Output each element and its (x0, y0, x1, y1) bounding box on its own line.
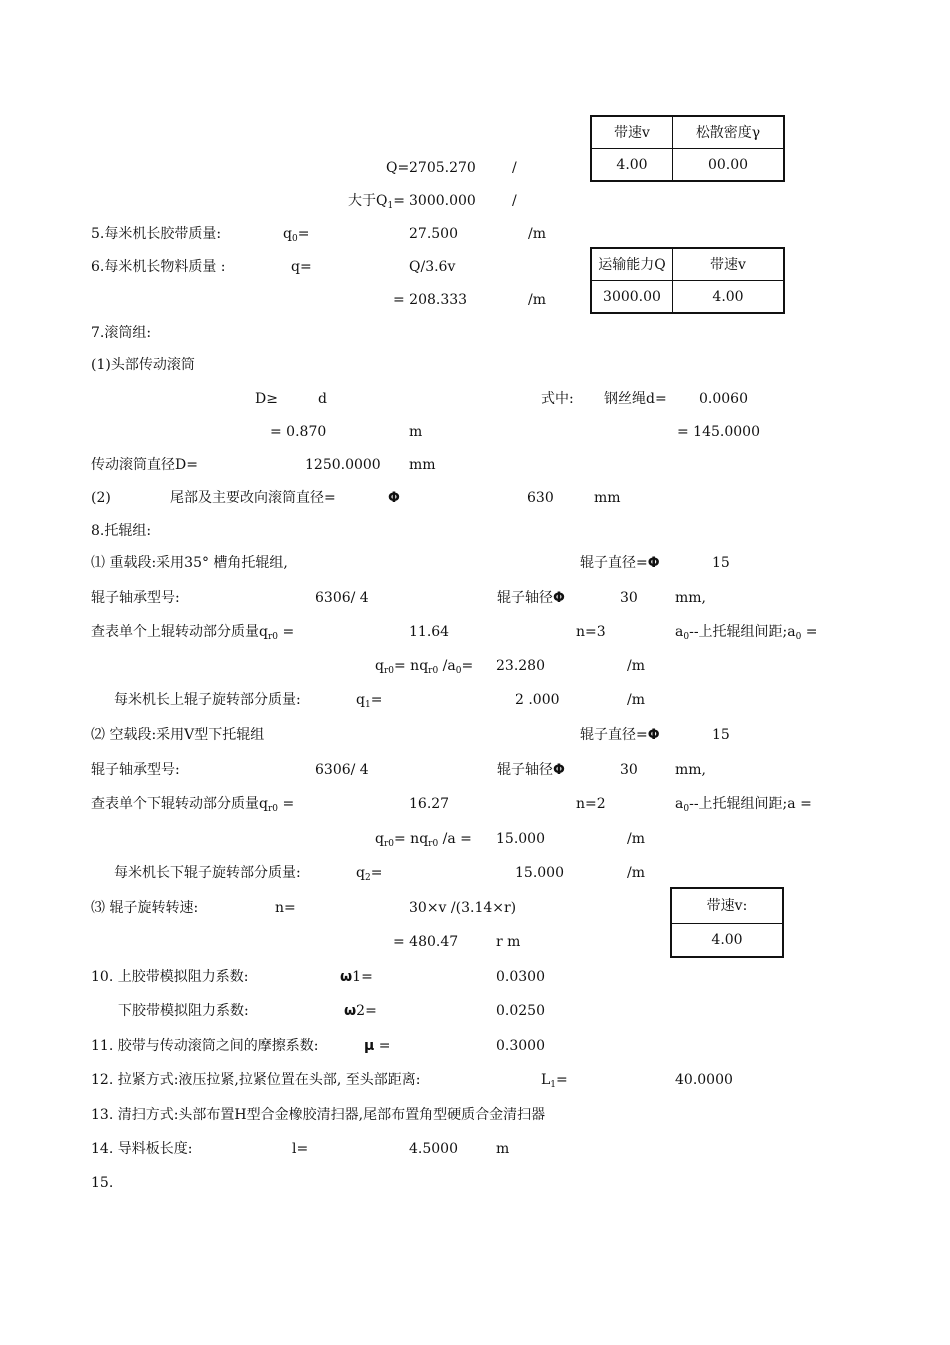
s14-value: 4.5000 (409, 1141, 458, 1157)
s8-heavy-shaft-unit: mm, (675, 590, 707, 606)
s8-heavy-bearing-value: 6306/ 4 (315, 590, 369, 606)
s11-value: 0.3000 (496, 1038, 545, 1054)
s8-speed-label: ⑶ 辊子旋转转速: (91, 900, 199, 916)
s8-heavy-roll-dia-value: 15 (712, 555, 730, 571)
s8-heavy-qr-value: 23.280 (496, 658, 545, 674)
q-label: Q= (386, 160, 410, 176)
s5-title: 5.每米机长胶带质量: (91, 226, 222, 242)
s8-empty-bearing-label: 辊子轴承型号: (91, 762, 180, 778)
table2-value-speed: 4.00 (673, 281, 785, 314)
s8-heavy-rot-symbol: $q_1=$ (356, 692, 383, 710)
s8-heavy-label: ⑴ 重载段:采用35° 槽角托辊组, (91, 555, 288, 571)
s7-drive-value: 1250.0000 (305, 457, 381, 473)
s14-symbol: l= (292, 1141, 309, 1157)
q-value: 2705.270 (409, 160, 476, 176)
s10-lower-label: 下胶带模拟阻力系数: (118, 1003, 249, 1019)
table2-header-speed: 带速v (673, 248, 785, 281)
s7-title: 7.滚筒组: (91, 325, 152, 341)
s7-wire-value: 0.0060 (699, 391, 748, 407)
s8-empty-rot-unit: /m (627, 865, 645, 881)
s10-upper-symbol: ω1= (340, 969, 373, 985)
s8-empty-roll-dia-label: 辊子直径=Φ (580, 727, 660, 743)
table1-header-speed: 带速v (591, 116, 673, 149)
s7-wire-label: 钢丝绳d= (604, 391, 667, 407)
table1-value-speed: 4.00 (591, 149, 673, 182)
s8-empty-qr-formula: $q_{r0}= nq_{r0}$ /a = (375, 831, 472, 849)
s6-result: = 208.333 (393, 292, 468, 308)
s12-value: 40.0000 (675, 1072, 733, 1088)
s8-empty-shaft-unit: mm, (675, 762, 707, 778)
s8-heavy-bearing-label: 辊子轴承型号: (91, 590, 180, 606)
s7-d-formula: D≥ (255, 391, 278, 407)
s8-empty-rot-value: 15.000 (515, 865, 564, 881)
q1-value: 3000.000 (409, 193, 476, 209)
q-unit: / (512, 160, 517, 176)
s10-lower-symbol: ω2= (344, 1003, 377, 1019)
s11-symbol: μ = (364, 1038, 391, 1054)
s7-where: 式中: (541, 391, 574, 407)
s8-empty-roll-dia-value: 15 (712, 727, 730, 743)
table1-value-density: 00.00 (673, 149, 785, 182)
s7-sub2-phi: Φ (388, 490, 400, 506)
s8-heavy-rot-label: 每米机长上辊子旋转部分质量: (114, 692, 301, 708)
s15-label: 15. (91, 1175, 114, 1191)
s5-unit: /m (528, 226, 546, 242)
q1-label: 大于$Q_1=$ (348, 193, 405, 211)
s6-symbol: q= (291, 259, 312, 275)
s8-heavy-shaft-value: 30 (620, 590, 638, 606)
s8-empty-rot-symbol: $q_2=$ (356, 865, 383, 883)
s14-unit: m (496, 1141, 510, 1157)
s8-heavy-qr-formula: $q_{r0}= nq_{r0}$ $/a_0=$ (375, 658, 474, 676)
s8-heavy-shaft-label: 辊子轴径Φ (497, 590, 565, 606)
s8-heavy-lookup-value: 11.64 (409, 624, 450, 640)
table2-value-capacity: 3000.00 (591, 281, 673, 314)
s7-sub1: (1)头部传动滚筒 (91, 357, 195, 373)
s7-result-unit: m (409, 424, 423, 440)
s6-title: 6.每米机长物料质量 : (91, 259, 226, 275)
table1-header-density: 松散密度γ (673, 116, 785, 149)
s8-empty-spacing: $a_0--$上托辊组间距;a = (675, 796, 812, 814)
s5-symbol: $q_0=$ (283, 226, 310, 244)
s13-label: 13. 清扫方式:头部布置H型合金橡胶清扫器,尾部布置角型硬质合金清扫器 (91, 1107, 546, 1123)
s7-result: = 0.870 (270, 424, 327, 440)
s8-speed-unit: r m (496, 934, 521, 950)
table3-value: 4.00 (671, 924, 783, 958)
s8-heavy-qr-unit: /m (627, 658, 645, 674)
s8-heavy-rot-value: 2 .000 (515, 692, 560, 708)
s6-unit: /m (528, 292, 546, 308)
s10-upper-value: 0.0300 (496, 969, 545, 985)
s8-empty-bearing-value: 6306/ 4 (315, 762, 369, 778)
s8-empty-rot-label: 每米机长下辊子旋转部分质量: (114, 865, 301, 881)
s6-formula: Q/3.6v (409, 259, 456, 275)
s10-lower-value: 0.0250 (496, 1003, 545, 1019)
s7-drive-label: 传动滚筒直径D= (91, 457, 198, 473)
s8-title: 8.托辊组: (91, 523, 152, 539)
s8-empty-lookup: 查表单个下辊转动部分质量$q_{r0}$ = (91, 796, 295, 814)
q1-unit: / (512, 193, 517, 209)
s8-empty-label: ⑵ 空载段:采用V型下托辊组 (91, 727, 265, 743)
s8-speed-result: = 480.47 (393, 934, 459, 950)
s7-sub2-value: 630 (527, 490, 554, 506)
table2-header-capacity: 运输能力Q (591, 248, 673, 281)
table-belt-speed (670, 887, 784, 958)
s8-empty-qr-value: 15.000 (496, 831, 545, 847)
s7-sub2-num: (2) (91, 490, 111, 506)
s7-drive-unit: mm (409, 457, 436, 473)
s8-heavy-rot-unit: /m (627, 692, 645, 708)
s8-speed-formula: 30×v /(3.14×r) (409, 900, 517, 916)
s12-label: 12. 拉紧方式:液压拉紧,拉紧位置在头部, 至头部距离: (91, 1072, 421, 1088)
s8-empty-shaft-value: 30 (620, 762, 638, 778)
s8-empty-n: n=2 (576, 796, 606, 812)
s7-sub2-label: 尾部及主要改向滚筒直径= (170, 490, 336, 506)
s8-empty-lookup-value: 16.27 (409, 796, 450, 812)
s5-value: 27.500 (409, 226, 458, 242)
s12-symbol: $L_1=$ (541, 1072, 568, 1090)
table-capacity-speed (590, 247, 785, 314)
s8-heavy-spacing: $a_0--$上托辊组间距$;a_0$ = (675, 624, 818, 642)
s14-label: 14. 导料板长度: (91, 1141, 193, 1157)
s7-sub2-unit: mm (594, 490, 621, 506)
s10-upper-label: 10. 上胶带模拟阻力系数: (91, 969, 249, 985)
s8-heavy-lookup: 查表单个上辊转动部分质量$q_{r0}$ = (91, 624, 295, 642)
s8-speed-n: n= (275, 900, 296, 916)
s8-empty-shaft-label: 辊子轴径Φ (497, 762, 565, 778)
table3-header: 带速v: (671, 888, 783, 924)
s7-d-var: d (318, 391, 327, 407)
table-speed-density (590, 115, 785, 182)
s11-label: 11. 胶带与传动滚筒之间的摩擦系数: (91, 1038, 319, 1054)
s8-heavy-roll-dia-label: 辊子直径=Φ (580, 555, 660, 571)
s8-empty-qr-unit: /m (627, 831, 645, 847)
s8-heavy-n: n=3 (576, 624, 606, 640)
s7-ratio: = 145.0000 (677, 424, 760, 440)
